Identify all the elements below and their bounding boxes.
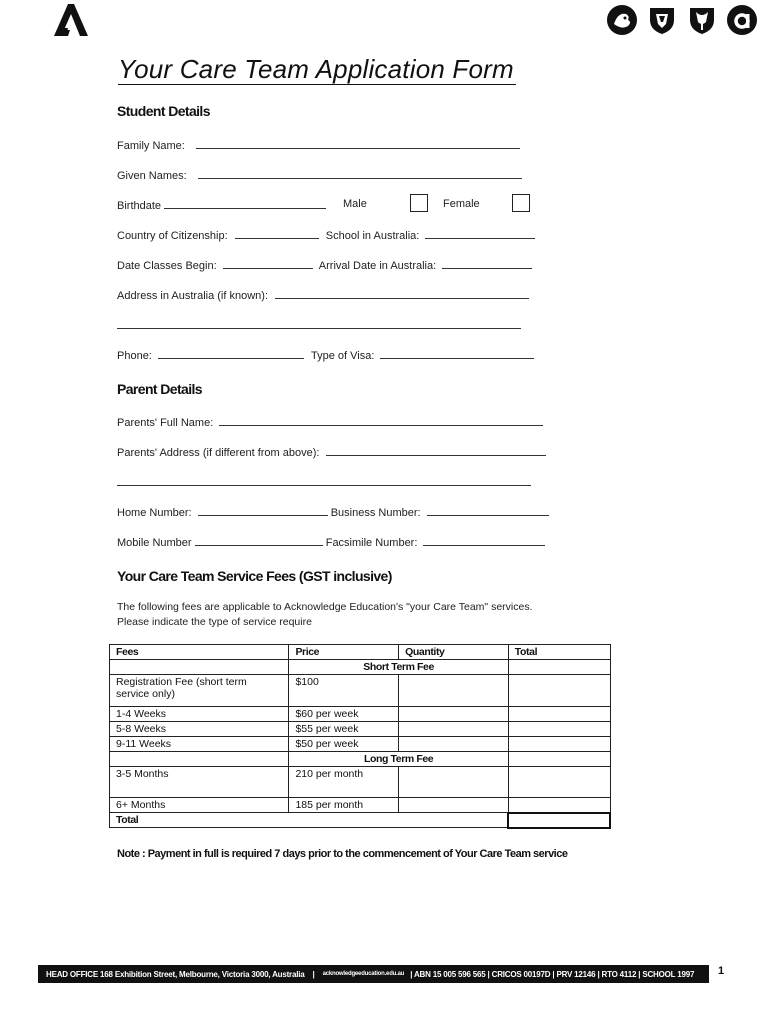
parent-address-row	[117, 445, 546, 459]
mobile-number-row	[117, 535, 545, 549]
given-names-label: Given Names:	[117, 170, 187, 182]
form-title: Your Care Team Application Form	[118, 54, 514, 84]
total-label: Total	[110, 813, 509, 828]
home-number-field[interactable]	[198, 505, 328, 516]
long-term-label: Long Term Fee	[289, 752, 508, 767]
birthdate-field[interactable]	[164, 198, 326, 209]
parent-address-field[interactable]	[326, 445, 546, 456]
total-cell[interactable]	[508, 722, 610, 737]
price-cell: 185 per month	[289, 798, 399, 813]
quantity-cell[interactable]	[399, 722, 509, 737]
footer-office: HEAD OFFICE 168 Exhibition Street, Melbourne, Victoria 3000, Australia	[46, 969, 305, 979]
total-cell[interactable]	[508, 707, 610, 722]
total-cell[interactable]	[508, 798, 610, 813]
footer-website-link[interactable]: acknowledgeeducation.edu.au	[322, 971, 405, 977]
phone-field[interactable]	[158, 348, 304, 359]
table-header-row	[110, 645, 611, 660]
col-price: Price	[289, 645, 399, 660]
school-field[interactable]	[425, 228, 535, 239]
lion-crest-icon	[606, 4, 638, 36]
female-label: Female	[443, 198, 480, 210]
date-classes-label: Date Classes Begin:	[117, 260, 217, 272]
fee-cell: 6+ Months	[110, 798, 289, 813]
price-cell: 210 per month	[289, 767, 399, 798]
home-number-label: Home Number:	[117, 507, 192, 519]
institution-logos	[606, 4, 758, 36]
fee-cell: 5-8 Weeks	[110, 722, 289, 737]
short-term-section-row	[110, 660, 611, 675]
quantity-cell[interactable]	[399, 767, 509, 798]
mobile-number-label: Mobile Number	[117, 537, 192, 549]
price-cell: $100	[289, 675, 399, 707]
bird-shield-icon	[686, 4, 718, 36]
total-cell[interactable]	[508, 737, 610, 752]
total-cell[interactable]	[508, 675, 610, 707]
fee-cell: 3-5 Months	[110, 767, 289, 798]
address-field[interactable]	[275, 288, 529, 299]
given-names-row	[117, 168, 522, 182]
table-row	[110, 767, 611, 798]
total-row	[110, 813, 611, 828]
parent-address-row-2	[117, 475, 531, 489]
letter-a-circle-icon	[726, 4, 758, 36]
fax-number-field[interactable]	[423, 535, 545, 546]
female-checkbox[interactable]	[512, 194, 530, 212]
visa-field[interactable]	[380, 348, 534, 359]
grand-total-cell[interactable]	[508, 813, 610, 828]
citizenship-label: Country of Citizenship:	[117, 230, 228, 242]
fax-number-label: Facsimile Number:	[325, 537, 418, 549]
fee-cell: Registration Fee (short term service only)	[110, 675, 289, 707]
birthdate-row	[117, 198, 326, 212]
citizenship-field[interactable]	[235, 228, 319, 239]
quantity-cell[interactable]	[399, 675, 509, 707]
address-field-2[interactable]	[117, 318, 521, 329]
fee-cell: 9-11 Weeks	[110, 737, 289, 752]
acknowledge-logo-icon	[50, 2, 90, 38]
business-number-label: Business Number:	[330, 507, 421, 519]
birthdate-label: Birthdate	[117, 200, 162, 212]
total-cell[interactable]	[508, 767, 610, 798]
date-classes-row	[117, 258, 532, 272]
family-name-label: Family Name:	[117, 140, 185, 152]
table-row	[110, 707, 611, 722]
table-row	[110, 675, 611, 707]
arrival-label: Arrival Date in Australia:	[318, 260, 437, 272]
fee-cell: 1-4 Weeks	[110, 707, 289, 722]
parent-address-field-2[interactable]	[117, 475, 531, 486]
col-quantity: Quantity	[399, 645, 509, 660]
mobile-number-field[interactable]	[195, 535, 323, 546]
home-number-row	[117, 505, 549, 519]
footer-separator: |	[312, 969, 315, 979]
table-row	[110, 798, 611, 813]
table-row	[110, 722, 611, 737]
address-row-2	[117, 318, 521, 332]
phone-row	[117, 348, 534, 362]
parent-details-heading: Parent Details	[117, 381, 202, 397]
table-row	[110, 737, 611, 752]
parent-name-label: Parents' Full Name:	[117, 417, 214, 429]
fees-intro-line-2: Please indicate the type of service require	[117, 616, 312, 628]
address-label: Address in Australia (if known):	[117, 290, 269, 302]
price-cell: $50 per week	[289, 737, 399, 752]
fees-intro-line-1: The following fees are applicable to Acknowledge Education's "your Care Team" services.	[117, 601, 533, 613]
arrival-field[interactable]	[442, 258, 532, 269]
fees-heading: Your Care Team Service Fees (GST inclusive)	[117, 568, 392, 584]
footer-registration: | ABN 15 005 596 565 | CRICOS 00197D | PRV 12146 | RTO 4112 | SCHOOL 1997	[410, 969, 695, 979]
male-label: Male	[343, 198, 367, 210]
phone-label: Phone:	[117, 350, 152, 362]
student-details-heading: Student Details	[117, 103, 210, 119]
page-number: 1	[718, 965, 725, 977]
quantity-cell[interactable]	[399, 798, 509, 813]
parent-name-row	[117, 415, 543, 429]
address-row	[117, 288, 529, 302]
short-term-label: Short Term Fee	[289, 660, 508, 675]
school-label: School in Australia:	[325, 230, 420, 242]
shield-crest-icon	[646, 4, 678, 36]
business-number-field[interactable]	[427, 505, 549, 516]
footer-bar	[38, 965, 709, 983]
price-cell: $55 per week	[289, 722, 399, 737]
parent-name-field[interactable]	[219, 415, 543, 426]
male-checkbox[interactable]	[410, 194, 428, 212]
visa-label: Type of Visa:	[311, 350, 375, 362]
long-term-section-row	[110, 752, 611, 767]
parent-address-label: Parents' Address (if different from above):	[117, 447, 320, 459]
fees-table	[109, 644, 611, 829]
given-names-field[interactable]	[198, 168, 522, 179]
quantity-cell[interactable]	[399, 707, 509, 722]
date-classes-field[interactable]	[223, 258, 313, 269]
col-total: Total	[508, 645, 610, 660]
price-cell: $60 per week	[289, 707, 399, 722]
col-fees: Fees	[110, 645, 289, 660]
fees-intro	[117, 600, 597, 630]
payment-note: Note : Payment in full is required 7 days prior to the commencement of Your Care Team service	[117, 848, 568, 860]
citizenship-row	[117, 228, 535, 242]
quantity-cell[interactable]	[399, 737, 509, 752]
family-name-field[interactable]	[196, 138, 520, 149]
family-name-row	[117, 138, 520, 152]
